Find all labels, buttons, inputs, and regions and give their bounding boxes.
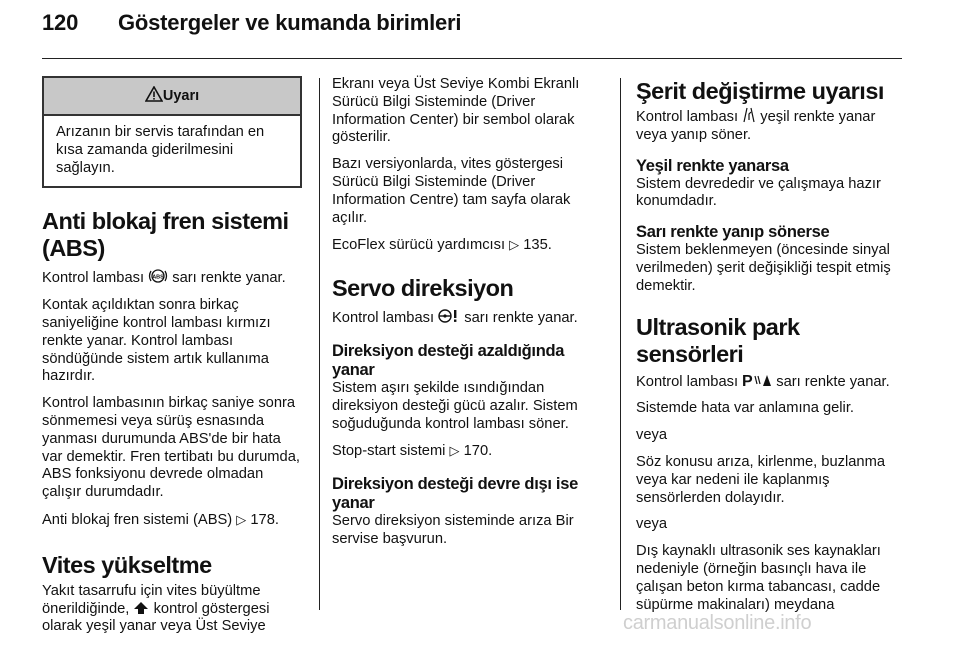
abs-p1: Kontrol lambası ABS sarı renkte yanar. xyxy=(42,270,286,287)
warning-text: Arızanın bir servis tarafından en kısa zamanda giderilmesini sağlayın. xyxy=(56,124,265,176)
serit-yellow-heading: Sarı renkte yanıp sönerse xyxy=(636,223,830,242)
svg-text:P: P xyxy=(742,372,753,388)
page-ref-icon: ▷ xyxy=(449,443,460,459)
vites-p3: Bazı versiyonlarda, vites göstergesi Sürücü Bilgi Sisteminde (Driver Information Centre) tam sayfa olarak açılır. xyxy=(332,156,571,226)
ultrasonik-heading: Ultrasonik park sensörleri xyxy=(636,313,800,367)
abs-page-link[interactable]: 178. xyxy=(250,511,279,528)
servo-p2: Sistem aşırı şekilde ısındığından direksiyon desteği gücü azalır. Sistem soğuduğunda kontrol lambası söner. xyxy=(332,379,578,432)
abs-p2: Kontak açıldıktan sonra birkaç saniyeliğine kontrol lambası kırmızı renkte yanar. Kontrol lambası söndüğünde sistem artık kullanıma hazırdır. xyxy=(42,297,271,385)
warning-title: Uyarı xyxy=(162,88,200,104)
column-divider xyxy=(620,78,621,610)
vites-p2: Ekranı veya Üst Seviye Kombi Ekranlı Sürücü Bilgi Sisteminde (Driver Information Center) bir sembol olarak gösterilir. xyxy=(332,76,580,146)
vites-p1: Yakıt tasarrufu için vites büyültme önerildiğinde, kontrol göstergesi olarak yeşil yanar veya Üst Seviye xyxy=(42,582,270,635)
column-1 xyxy=(42,0,302,645)
warning-triangle-icon xyxy=(145,88,163,104)
page-ref-icon: ▷ xyxy=(509,237,520,253)
serit-p3: Sistem beklenmeyen (öncesinde sinyal verilmeden) şerit değişikliği tespit etmiş demektir. xyxy=(636,242,891,294)
ultrasonik-or2: veya xyxy=(636,516,668,533)
page-title: Göstergeler ve kumanda birimleri xyxy=(118,10,462,35)
abs-heading: Anti blokaj fren sistemi (ABS) xyxy=(42,208,289,262)
column-3 xyxy=(636,78,906,623)
shift-arrow-icon xyxy=(133,601,149,619)
watermark: carmanualsonline.info xyxy=(623,612,812,634)
servo-reduced-heading: Direksiyon desteği azaldığında yanar xyxy=(332,341,565,379)
serit-heading: Şerit değiştirme uyarısı xyxy=(636,78,884,104)
steering-icon xyxy=(438,308,460,328)
servo-heading: Servo direksiyon xyxy=(332,275,514,302)
servo-page-link[interactable]: 170. xyxy=(463,443,493,460)
svg-text:ABS: ABS xyxy=(152,274,164,281)
abs-p4: Anti blokaj fren sistemi (ABS) ▷ 178. xyxy=(42,511,279,528)
servo-p4: Servo direksiyon sisteminde arıza Bir servise başvurun. xyxy=(332,513,574,547)
ultrasonik-p1: Kontrol lambası P sarı renkte yanar. xyxy=(636,372,890,390)
serit-p2: Sistem devrededir ve çalışmaya hazır konumdadır. xyxy=(636,175,881,210)
vites-page-link[interactable]: 135. xyxy=(523,237,552,254)
servo-p1: Kontrol lambası sarı renkte yanar. xyxy=(332,310,578,327)
abs-p3: Kontrol lambasının birkaç saniye sonra sönmemesi veya sürüş esnasında yanması durumunda ABS'de bir hata var demektir. Fren tertibatı bu durumda, ABS fonksiyonu devrede olmadan çalışır durumdadır. xyxy=(42,395,300,501)
lane-departure-icon xyxy=(742,107,756,127)
serit-green-heading: Yeşil renkte yanarsa xyxy=(636,156,789,175)
abs-icon xyxy=(148,268,168,288)
vites-heading: Vites yükseltme xyxy=(42,551,212,578)
servo-off-heading: Direksiyon desteği devre dışı ise yanar xyxy=(332,475,578,513)
column-2 xyxy=(332,76,604,558)
vites-p4: EcoFlex sürücü yardımcısı ▷ 135. xyxy=(332,237,552,254)
warning-box xyxy=(42,76,302,188)
serit-p1: Kontrol lambası yeşil renkte yanar veya yanıp söner. xyxy=(636,109,876,143)
page-number: 120 xyxy=(42,10,79,35)
ultrasonik-p2: Sistemde hata var anlamına gelir. xyxy=(636,400,854,417)
page-ref-icon: ▷ xyxy=(236,511,247,527)
ultrasonik-p3: Söz konusu arıza, kirlenme, buzlanma veya kar nedeni ile kaplanmış sensörlerden dolayıdır. xyxy=(636,453,885,506)
ultrasonik-p4: Dış kaynaklı ultrasonik ses kaynakları nedeniyle (örneğin basınçlı hava ile çalışan beton kırma tabancası, cadde süpürme makinaları) meydana xyxy=(636,543,881,613)
ultrasonik-or1: veya xyxy=(636,427,668,444)
warning-header xyxy=(44,78,300,116)
column-divider xyxy=(319,78,320,610)
servo-p3: Stop-start sistemi ▷ 170. xyxy=(332,443,493,460)
park-assist-icon xyxy=(742,372,772,392)
